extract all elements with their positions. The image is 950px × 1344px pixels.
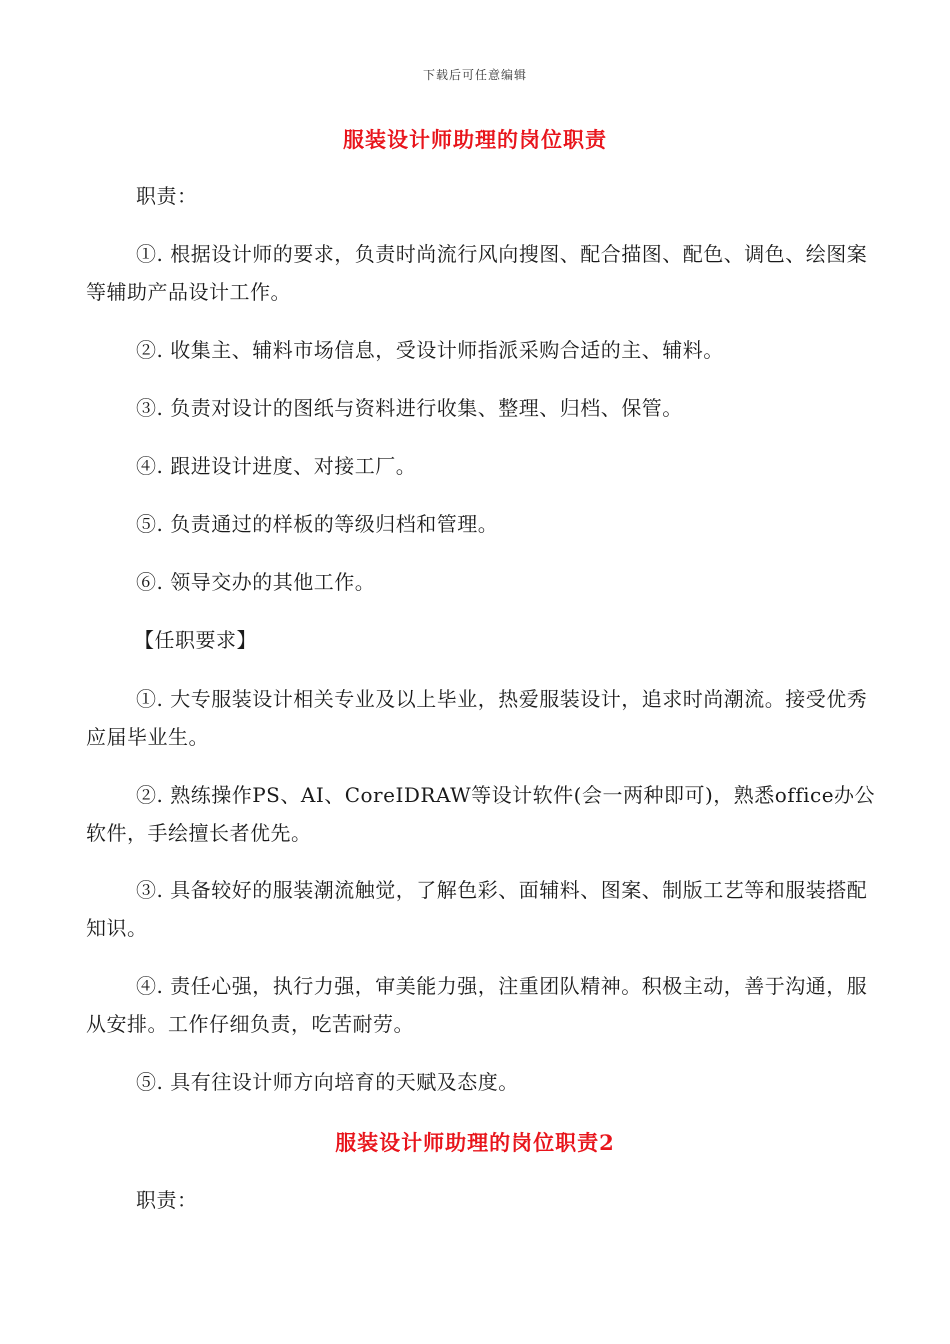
duty-item-3: ③. 负责对设计的图纸与资料进行收集、整理、归档、保管。 bbox=[136, 396, 683, 420]
duty-item-6: ⑥. 领导交办的其他工作。 bbox=[136, 570, 376, 594]
duty-heading-2: 职责： bbox=[136, 1188, 198, 1212]
duty-item-2: ②. 收集主、辅料市场信息，受设计师指派采购合适的主、辅料。 bbox=[136, 338, 724, 362]
section-title: 服装设计师助理的岗位职责 bbox=[343, 127, 607, 152]
requirement-item-1: ①. 大专服装设计相关专业及以上毕业，热爱服装设计，追求时尚潮流。接受优秀应届毕业生。 bbox=[86, 687, 868, 749]
requirement-item-4: ④. 责任心强，执行力强，审美能力强，注重团队精神。积极主动，善于沟通，服从安排。工作仔细负责，吃苦耐劳。 bbox=[86, 974, 868, 1036]
requirements-heading: 【任职要求】 bbox=[134, 628, 257, 652]
duty-item-5: ⑤. 负责通过的样板的等级归档和管理。 bbox=[136, 512, 499, 536]
duty-heading: 职责： bbox=[136, 184, 198, 208]
header-note: 下载后可任意编辑 bbox=[422, 68, 527, 82]
section-title-2: 服装设计师助理的岗位职责2 bbox=[335, 1130, 615, 1155]
duty-item-4: ④. 跟进设计进度、对接工厂。 bbox=[136, 454, 417, 478]
duty-item-1: ①. 根据设计师的要求，负责时尚流行风向搜图、配合描图、配色、调色、绘图案等辅助产品设计工作。 bbox=[86, 242, 868, 304]
requirement-item-2: ②. 熟练操作PS、AI、CoreIDRAW等设计软件(会一两种即可)，熟悉office办公软件，手绘擅长者优先。 bbox=[86, 783, 876, 845]
requirement-item-5: ⑤. 具有往设计师方向培育的天赋及态度。 bbox=[136, 1070, 519, 1094]
requirement-item-3: ③. 具备较好的服装潮流触觉，了解色彩、面辅料、图案、制版工艺等和服装搭配知识。 bbox=[86, 878, 868, 940]
